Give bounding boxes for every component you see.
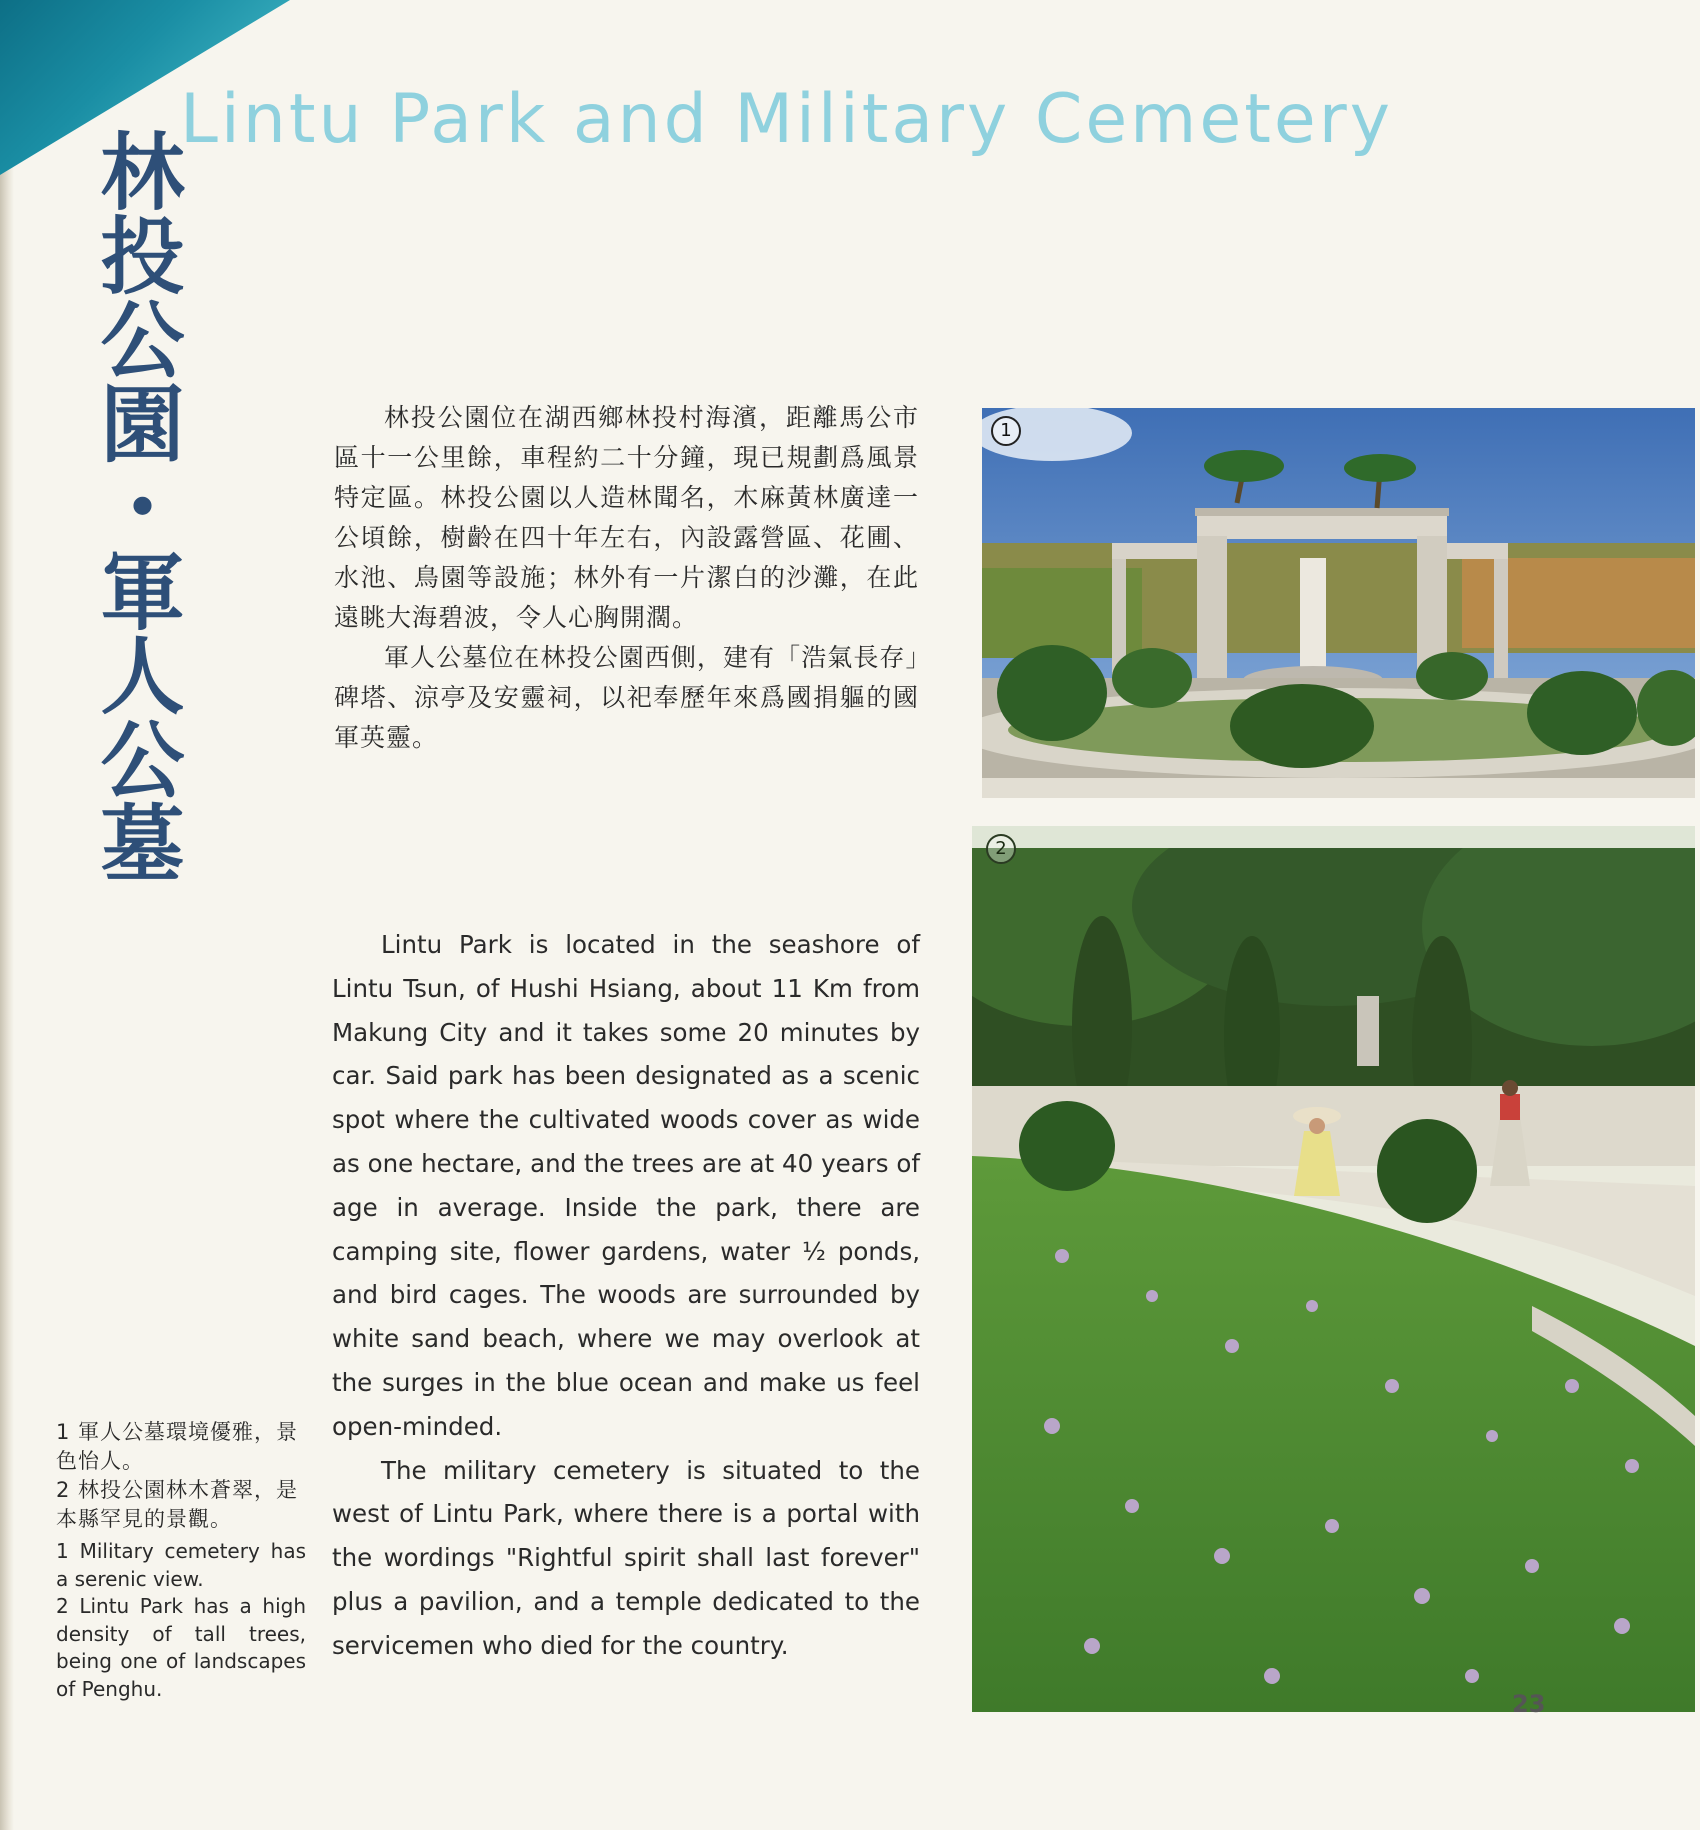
caption-en-1: 1 Military cemetery has a serenic view. <box>56 1539 306 1591</box>
photo-number-1: 1 <box>991 416 1021 446</box>
paragraph-zh-2: 軍人公墓位在林投公園西側，建有「浩氣長存」碑塔、涼亭及安靈祠，以祀奉歷年來爲國捐軀的國軍英靈。 <box>334 643 919 752</box>
page-number: 23 <box>1512 1690 1546 1718</box>
photo-captions <box>56 1418 306 1703</box>
title-chinese-vertical: 林投公園・軍人公墓 <box>87 128 185 884</box>
caption-en-2: 2 Lintu Park has a high density of tall trees, being one of landscapes of Penghu. <box>56 1594 306 1701</box>
park-garden-illustration <box>972 826 1695 1712</box>
paragraph-en-1: Lintu Park is located in the seashore of Lintu Tsun, of Hushi Hsiang, about 11 Km from Makung City and it takes some 20 minutes by car. Said park has been designated as a scenic spot where the cultivated woods cover as wide as one hectare, and the trees are at 40 years of age in average. Inside the park, there are camping site, flower gardens, water ½ ponds, and bird cages. The woods are surrounded by white sand beach, where we may overlook at the surges in the blue ocean and make us feel open-minded. <box>332 930 920 1441</box>
title-english: Lintu Park and Military Cemetery <box>180 80 1393 159</box>
photo-lintu-park <box>972 826 1695 1712</box>
paragraph-en-2: The military cemetery is situated to the west of Lintu Park, where there is a portal with the wordings "Rightful spirit shall last forever" plus a pavilion, and a temple dedicated to the servicemen who died for the country. <box>332 1455 920 1660</box>
photo-number-2: 2 <box>986 834 1016 864</box>
caption-zh-2: 2 林投公園林木蒼翠，是本縣罕見的景觀。 <box>56 1478 299 1531</box>
paragraph-zh-1: 林投公園位在湖西鄉林投村海濱，距離馬公市區十一公里餘，車程約二十分鐘，現已規劃爲風景特定區。林投公園以人造林聞名，木麻黃林廣達一公頃餘，樹齡在四十年左右，內設露營區、花圃、水池、鳥園等設施；林外有一片潔白的沙灘，在此遠眺大海碧波，令人心胸開濶。 <box>334 403 919 632</box>
cemetery-portal-illustration <box>982 408 1695 798</box>
caption-zh-1: 1 軍人公墓環境優雅，景色怡人。 <box>56 1420 299 1473</box>
photo-military-cemetery <box>982 408 1695 798</box>
body-text-chinese <box>334 398 919 758</box>
page-binding-edge <box>0 0 14 1830</box>
body-text-english <box>332 923 920 1668</box>
